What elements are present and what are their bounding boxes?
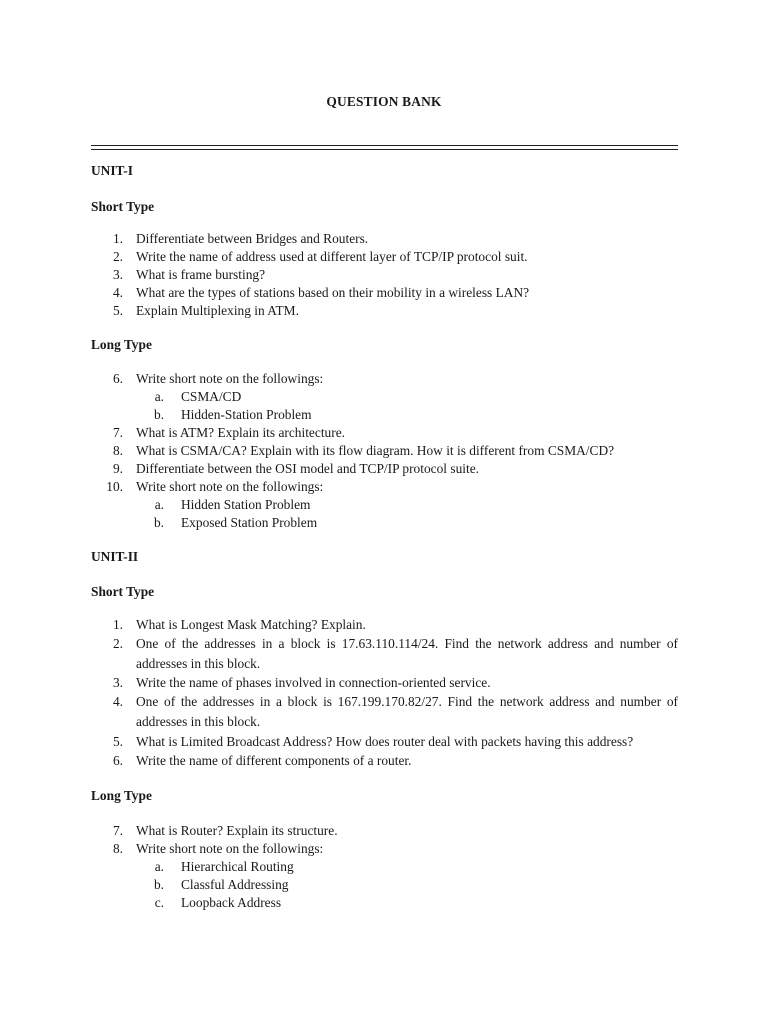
question-item: 2. Write the name of address used at different layer of TCP/IP protocol suit. (112, 249, 528, 264)
question-item: 4. What are the types of stations based on their mobility in a wireless LAN? (112, 285, 530, 300)
title-rule-bottom (91, 149, 678, 150)
question-item: 3. What is frame bursting? (112, 267, 266, 282)
section-heading-short: Short Type (91, 199, 155, 214)
question-content (91, 162, 678, 912)
sub-question-item: b. Classful Addressing (153, 877, 289, 892)
question-item: 8. Write short note on the followings: (112, 841, 324, 856)
question-list (91, 822, 678, 912)
question-item: 5. Explain Multiplexing in ATM. (112, 303, 299, 318)
page-title: QUESTION BANK (326, 94, 442, 109)
question-item: 2. One of the addresses in a block is 17.63.110.114/24. Find the network address and number of addresses in this block. (112, 636, 678, 671)
unit-heading: UNIT-II (91, 549, 139, 564)
question-item: 7. What is ATM? Explain its architecture. (112, 425, 345, 440)
question-item: 4. One of the addresses in a block is 167.199.170.82/27. Find the network address and number of addresses in this block. (112, 694, 678, 729)
sub-question-item: a. Hierarchical Routing (154, 859, 294, 874)
question-item: 3. Write the name of phases involved in connection-oriented service. (112, 675, 491, 690)
question-item: 5. What is Limited Broadcast Address? How does router deal with packets having this address? (112, 734, 634, 749)
question-item: 6. Write the name of different components of a router. (112, 753, 412, 768)
question-item: 6. Write short note on the followings: (112, 371, 324, 386)
question-item: 7. What is Router? Explain its structure. (112, 823, 338, 838)
sub-question-item: a. Hidden Station Problem (154, 497, 311, 512)
question-list (91, 370, 678, 532)
question-item: 10. Write short note on the followings: (106, 479, 324, 494)
section-heading-long: Long Type (91, 337, 152, 352)
sub-question-item: b. Hidden-Station Problem (153, 407, 312, 422)
question-item: 1. Differentiate between Bridges and Routers. (112, 231, 369, 246)
question-item: 9. Differentiate between the OSI model and TCP/IP protocol suite. (112, 461, 479, 476)
section-heading-long: Long Type (91, 788, 152, 803)
unit-heading: UNIT-I (91, 163, 133, 178)
question-item: 8. What is CSMA/CA? Explain with its flow diagram. How it is different from CSMA/CD? (112, 443, 615, 458)
sub-question-item: b. Exposed Station Problem (153, 515, 318, 530)
question-item: 1. What is Longest Mask Matching? Explain. (112, 617, 366, 632)
question-list (91, 616, 678, 770)
sub-question-item: c. Loopback Address (154, 895, 282, 910)
question-list (91, 230, 678, 320)
sub-question-item: a. CSMA/CD (154, 389, 242, 404)
section-heading-short: Short Type (91, 584, 155, 599)
title-rule-top (91, 145, 678, 146)
